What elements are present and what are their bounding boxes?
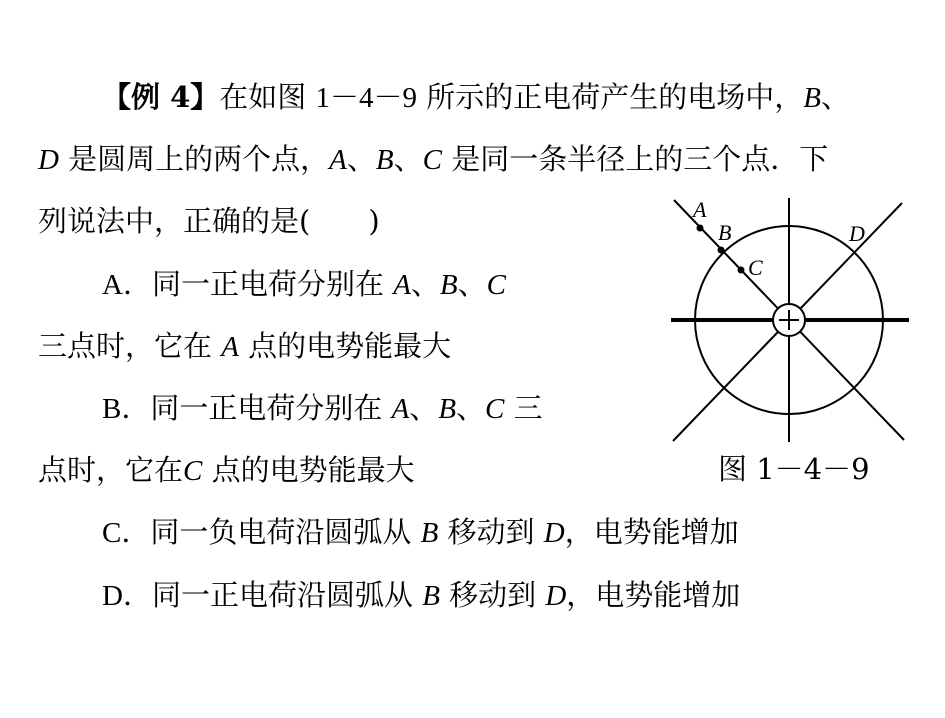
point-b-label: B [718,220,732,245]
option-c: C．同一负电荷沿圆弧从 B 移动到 D，电势能增加 [102,515,739,549]
figure-caption: 图 1－4－9 [718,452,870,486]
option-b-line-1: B．同一正电荷分别在 A、B、C 三 [102,391,543,425]
figure-ref: 1－4－9 [315,82,418,114]
point-d-label: D [849,221,865,246]
point-b-dot [718,247,725,254]
stem-line-2: D 是圆周上的两个点，A、B、C 是同一条半径上的三个点．下 [38,142,829,176]
option-b-label: B． [102,393,151,425]
option-a-label: A． [102,269,152,301]
option-c-label: C． [102,517,151,549]
point-c-label: C [748,255,763,280]
option-d-label: D． [102,580,152,612]
electric-field-figure [668,195,913,450]
point-a-dot [697,225,704,232]
stem-line-1: 【例 4】在如图 1－4－9 所示的正电荷产生的电场中，B、 [102,80,850,114]
point-a-label: A [693,197,707,222]
option-b-line-2: 点时，它在C 点的电势能最大 [38,453,415,487]
option-d: D．同一正电荷沿圆弧从 B 移动到 D，电势能增加 [102,578,741,612]
option-a-line-1: A．同一正电荷分别在 A、B、C [102,267,506,301]
option-a-line-2: 三点时，它在 A 点的电势能最大 [38,329,452,363]
stem-line-3: 列说法中，正确的是( ) [38,204,380,238]
example-tag: 【例 4】 [102,80,220,114]
point-c-dot [738,267,745,274]
